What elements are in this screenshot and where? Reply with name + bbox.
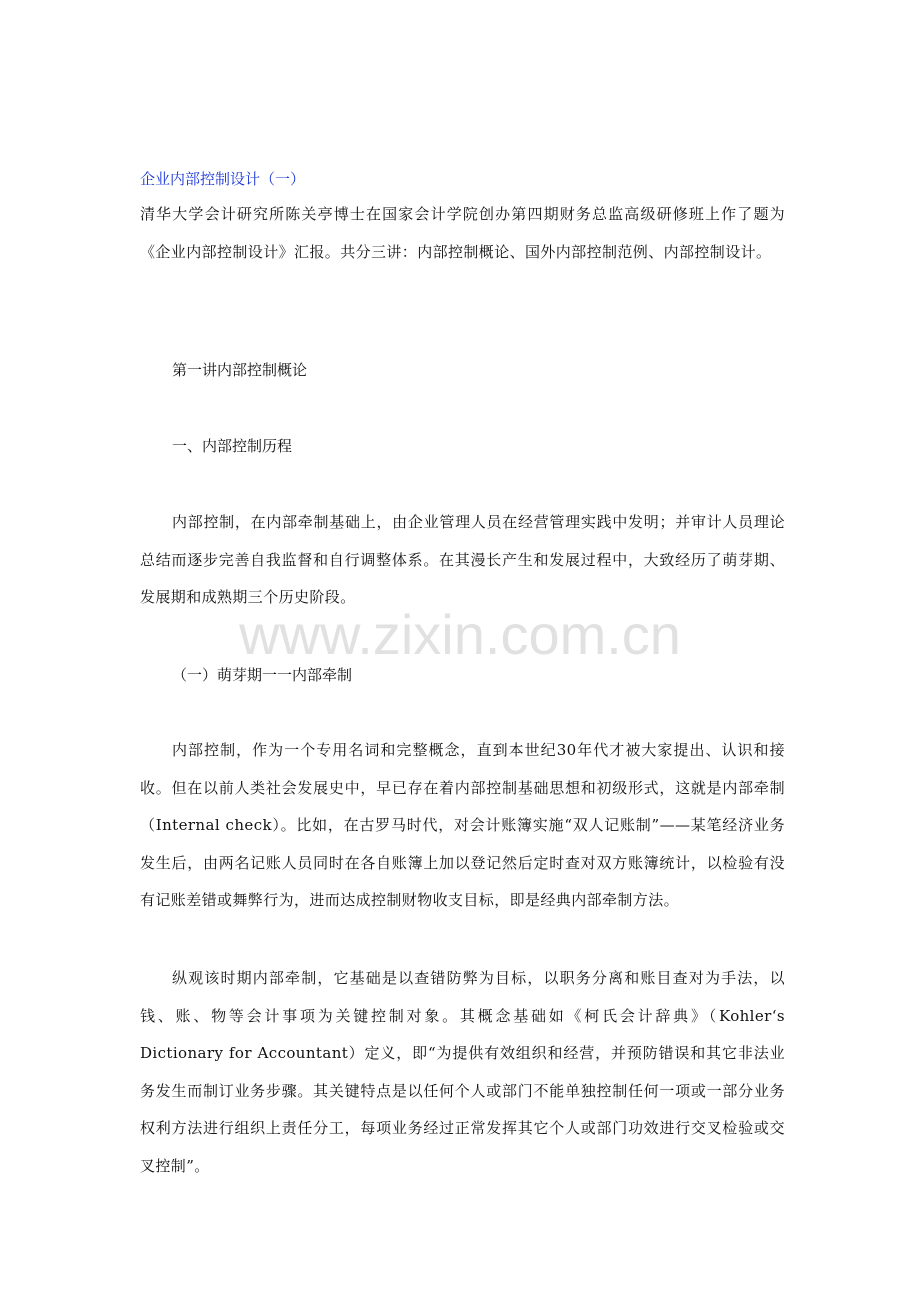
watermark: www.zixin.com.cn — [239, 603, 681, 666]
subsection-heading: （一）萌芽期一一内部牵制 — [172, 666, 353, 684]
lecture-heading: 第一讲内部控制概论 — [172, 361, 308, 379]
history-paragraph: 内部控制，在内部牵制基础上，由企业管理人员在经营管理实践中发明；并审计人员理论总结而逐步完善自我监督和自行调整体系。在其漫长产生和发展过程中，大致经历了萌芽期、发展期和成熟期三个历史阶段。 — [140, 513, 785, 606]
concept-paragraph: 纵观该时期内部牵制，它基础是以查错防弊为目标，以职务分离和账目查对为手法，以钱、账、物等会计事项为关键控制对象。其概念基础如《柯氏会计辞典》（Kohler‘s Dictionary for Accountant）定义，即“为提供有效组织和经营，并预防错误和其它非法业务发生而制订业务步骤。其关键特点是以任何个人或部门不能单独控制任何一项或一部分业务权利方法进行组织上责任分工，每项业务经过正常发挥其它个人或部门功效进行交叉检验或交叉控制”。 — [140, 969, 785, 1175]
origin-paragraph: 内部控制，作为一个专用名词和完整概念，直到本世纪30年代才被大家提出、认识和接收。但在以前人类社会发展史中，早已存在着内部控制基础思想和初级形式，这就是内部牵制（Internal check）。比如，在古罗马时代，对会计账簿实施“双人记账制”——某笔经济业务发生后，由两名记账人员同时在各自账簿上加以登记然后定时查对双方账簿统计，以检验有没有记账差错或舞弊行为，进而达成控制财物收支目标，即是经典内部牵制方法。 — [140, 741, 785, 909]
document-title: 企业内部控制设计（一） — [140, 170, 306, 188]
section-heading: 一、内部控制历程 — [172, 437, 293, 455]
intro-paragraph: 清华大学会计研究所陈关亭博士在国家会计学院创办第四期财务总监高级研修班上作了题为《企业内部控制设计》汇报。共分三讲：内部控制概论、国外内部控制范例、内部控制设计。 — [140, 205, 785, 261]
